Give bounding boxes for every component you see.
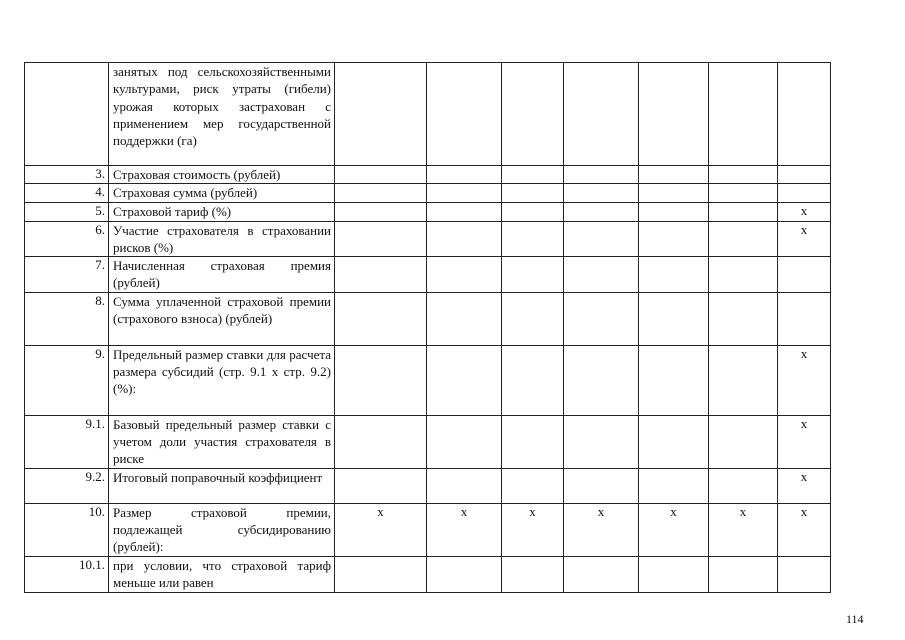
table-row [25,63,831,166]
value-cell [335,184,427,202]
value-cell [502,556,564,592]
value-cell [335,202,427,221]
value-cell [778,292,831,345]
row-description: Базовый предельный размер ставки с учетом доли участия страхователя в риске [109,415,335,468]
value-cell [639,63,709,166]
table-row [25,257,831,293]
value-cell [709,166,778,184]
value-cell [502,257,564,293]
value-cell [335,166,427,184]
page-number: 114 [846,612,864,626]
value-cell [427,292,502,345]
value-cell [639,202,709,221]
table-row [25,503,831,556]
value-cell [502,415,564,468]
row-number: 8. [25,292,109,345]
table-row [25,292,831,345]
value-cell: x [564,503,639,556]
document-table [24,62,831,593]
value-cell [564,63,639,166]
value-cell [778,257,831,293]
value-cell [639,257,709,293]
value-cell [709,415,778,468]
value-cell [427,184,502,202]
value-cell [639,292,709,345]
value-cell [502,468,564,503]
value-cell [709,257,778,293]
value-cell [427,63,502,166]
value-cell [427,202,502,221]
value-cell [335,221,427,257]
value-cell [639,345,709,415]
row-number: 6. [25,221,109,257]
value-cell: x [709,503,778,556]
value-cell [427,166,502,184]
row-description: Размер страховой премии, подлежащей субсидированию (рублей): [109,503,335,556]
value-cell [427,468,502,503]
value-cell [427,345,502,415]
table-row [25,345,831,415]
value-cell: x [778,468,831,503]
value-cell [639,184,709,202]
value-cell [778,184,831,202]
value-cell [639,415,709,468]
value-cell [564,292,639,345]
value-cell [335,292,427,345]
table-row [25,221,831,257]
value-cell [564,221,639,257]
value-cell [335,257,427,293]
row-description: Предельный размер ставки для расчета размера субсидий (стр. 9.1 х стр. 9.2) (%): [109,345,335,415]
row-number: 5. [25,202,109,221]
value-cell: x [502,503,564,556]
value-cell [564,468,639,503]
value-cell [639,221,709,257]
value-cell [709,184,778,202]
value-cell [335,556,427,592]
value-cell [335,468,427,503]
value-cell [502,202,564,221]
row-number [25,63,109,166]
value-cell: x [778,503,831,556]
table-row [25,184,831,202]
value-cell [335,415,427,468]
value-cell [564,184,639,202]
value-cell [502,166,564,184]
row-number: 9. [25,345,109,415]
value-cell [564,556,639,592]
value-cell: x [778,221,831,257]
table-row [25,202,831,221]
row-description: Страховая стоимость (рублей) [109,166,335,184]
table-row [25,468,831,503]
value-cell [335,63,427,166]
value-cell [709,202,778,221]
value-cell [709,221,778,257]
row-description: при условии, что страховой тариф меньше или равен [109,556,335,592]
value-cell [564,415,639,468]
row-number: 10.1. [25,556,109,592]
row-number: 9.2. [25,468,109,503]
row-description: Страховая сумма (рублей) [109,184,335,202]
value-cell [709,345,778,415]
row-description: Сумма уплаченной страховой премии (страхового взноса) (рублей) [109,292,335,345]
value-cell [564,202,639,221]
row-description: Страховой тариф (%) [109,202,335,221]
row-description: занятых под сельскохозяйственными культурами, риск утраты (гибели) урожая которых застрахован с применением мер государственной поддержки (га) [109,63,335,166]
value-cell [709,63,778,166]
value-cell [778,63,831,166]
row-number: 3. [25,166,109,184]
value-cell: x [639,503,709,556]
value-cell: x [778,202,831,221]
row-number: 9.1. [25,415,109,468]
row-number: 4. [25,184,109,202]
value-cell [427,257,502,293]
row-description: Участие страхователя в страховании рисков (%) [109,221,335,257]
value-cell [564,257,639,293]
table-row [25,166,831,184]
value-cell [335,345,427,415]
table-row [25,556,831,592]
value-cell [709,468,778,503]
value-cell [502,345,564,415]
value-cell [709,292,778,345]
value-cell [427,415,502,468]
value-cell [502,184,564,202]
value-cell [639,556,709,592]
row-description: Итоговый поправочный коэффициент [109,468,335,503]
value-cell: x [427,503,502,556]
value-cell [639,468,709,503]
value-cell [502,221,564,257]
row-description: Начисленная страховая премия (рублей) [109,257,335,293]
value-cell [709,556,778,592]
value-cell [502,292,564,345]
row-number: 7. [25,257,109,293]
value-cell: x [335,503,427,556]
value-cell [639,166,709,184]
value-cell [502,63,564,166]
value-cell [778,556,831,592]
value-cell: x [778,345,831,415]
value-cell [778,166,831,184]
value-cell [427,221,502,257]
value-cell [564,166,639,184]
value-cell [564,345,639,415]
value-cell: x [778,415,831,468]
table-row [25,415,831,468]
value-cell [427,556,502,592]
row-number: 10. [25,503,109,556]
